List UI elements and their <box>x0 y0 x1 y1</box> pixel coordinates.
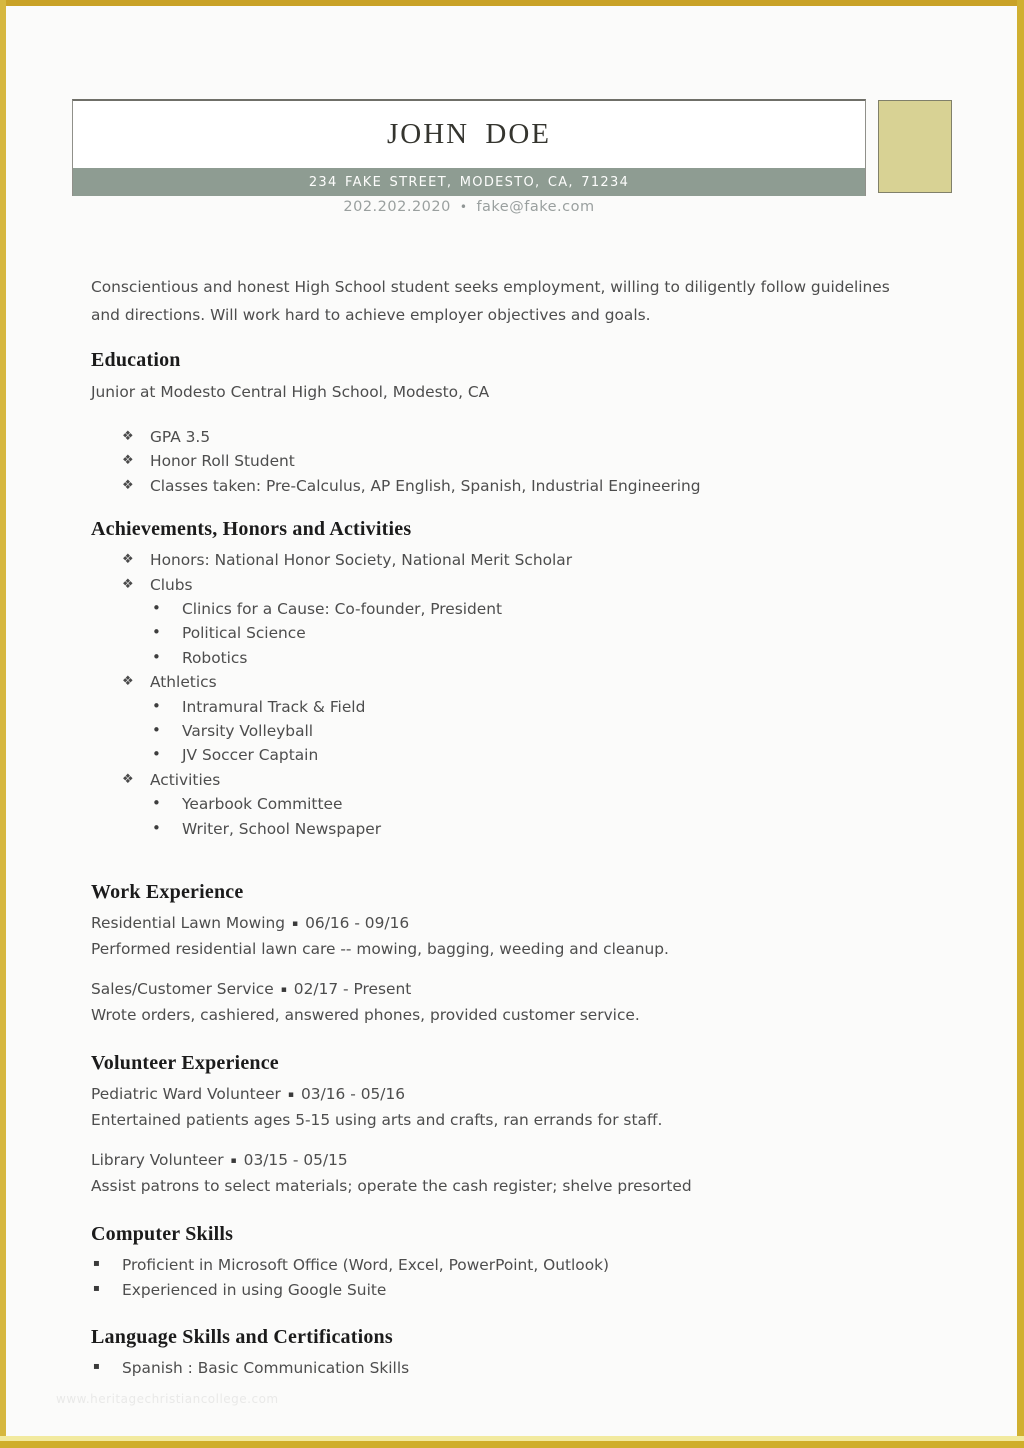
dot-bullet-icon: • <box>152 623 161 642</box>
computer-skills-heading: Computer Skills <box>91 1223 234 1246</box>
square-separator-icon: ▪ <box>280 985 287 996</box>
phone-number: 202.202.2020 <box>343 199 451 215</box>
candidate-name: JOHN DOE <box>387 118 551 150</box>
square-bullet-icon: ▪ <box>93 1360 100 1372</box>
page-border-bottom <box>0 1441 1024 1448</box>
bullet-text: Writer, School Newspaper <box>182 819 382 838</box>
skill-text: Experienced in using Google Suite <box>122 1280 387 1299</box>
accent-square <box>878 100 952 193</box>
section-computer-skills <box>91 1221 891 1302</box>
section-work-experience <box>91 879 891 1028</box>
square-bullet-icon: ▪ <box>93 1282 100 1294</box>
skill-text: Spanish : Basic Communication Skills <box>122 1358 410 1377</box>
job-title: Sales/Customer Service <box>91 980 274 999</box>
header-name-box <box>72 99 866 196</box>
watermark-text: www.heritagechristiancollege.com <box>56 1392 279 1406</box>
volunteer-heading: Volunteer Experience <box>91 1052 279 1075</box>
job-title-line <box>91 977 891 1003</box>
bullet-item <box>91 573 891 597</box>
job-description: Performed residential lawn care -- mowing, bagging, weeding and cleanup. <box>91 940 669 959</box>
address-bar: 234 FAKE STREET, MODESTO, CA, 71234 <box>73 168 865 196</box>
computer-skills-list <box>91 1253 891 1302</box>
volunteer-title: Pediatric Ward Volunteer <box>91 1085 281 1104</box>
bullet-item <box>91 768 891 792</box>
bullet-text: GPA 3.5 <box>150 428 211 446</box>
section-education <box>91 347 891 498</box>
section-volunteer-experience <box>91 1050 891 1199</box>
sub-bullet-item <box>91 743 891 767</box>
volunteer-title-line <box>91 1082 891 1108</box>
job-entry <box>91 977 891 1028</box>
bullet-item <box>91 449 891 473</box>
dot-bullet-icon: • <box>152 745 161 764</box>
sub-bullet-item <box>91 792 891 816</box>
bullet-text: Yearbook Committee <box>182 795 343 814</box>
dot-bullet-icon: • <box>152 647 161 666</box>
email-address: fake@fake.com <box>476 199 595 215</box>
diamond-bullet-icon: ❖ <box>122 576 134 592</box>
sub-bullet-item <box>91 646 891 670</box>
dot-separator-icon: • <box>459 200 468 214</box>
skill-text: Proficient in Microsoft Office (Word, Excel, PowerPoint, Outlook) <box>122 1256 610 1275</box>
volunteer-dates: 03/15 - 05/15 <box>243 1151 348 1170</box>
square-separator-icon: ▪ <box>230 1156 237 1167</box>
bullet-text: Honor Roll Student <box>150 452 295 471</box>
skill-item <box>91 1356 891 1380</box>
page-border-top <box>0 0 1024 6</box>
job-description: Wrote orders, cashiered, answered phones, provided customer service. <box>91 1006 640 1025</box>
dot-bullet-icon: • <box>152 794 161 813</box>
volunteer-entry <box>91 1148 891 1199</box>
bullet-text: Honors: National Honor Society, National Merit Scholar <box>150 551 573 570</box>
sub-bullet-item <box>91 597 891 621</box>
page-border-left <box>0 0 6 1448</box>
education-list <box>91 425 891 498</box>
contact-line <box>72 199 866 215</box>
bullet-text: Athletics <box>150 673 217 692</box>
bullet-item <box>91 425 891 449</box>
dot-bullet-icon: • <box>152 599 161 618</box>
work-heading: Work Experience <box>91 881 244 904</box>
volunteer-title-line <box>91 1148 891 1174</box>
dot-bullet-icon: • <box>152 721 161 740</box>
sub-bullet-item <box>91 719 891 743</box>
summary-paragraph: Conscientious and honest High School student seeks employment, willing to diligently follow guidelines and directions. Will work hard to achieve employer objectives and goals. <box>91 278 890 324</box>
dot-bullet-icon: • <box>152 818 161 837</box>
sub-bullet-item <box>91 695 891 719</box>
diamond-bullet-icon: ❖ <box>122 477 134 493</box>
achievements-heading: Achievements, Honors and Activities <box>91 518 412 541</box>
bullet-text: JV Soccer Captain <box>182 746 319 765</box>
square-separator-icon: ▪ <box>287 1090 294 1101</box>
bullet-text: Varsity Volleyball <box>182 722 314 741</box>
education-subtitle: Junior at Modesto Central High School, Modesto, CA <box>91 383 490 401</box>
resume-body <box>91 273 891 1380</box>
education-heading: Education <box>91 349 181 371</box>
job-title-line <box>91 911 891 937</box>
diamond-bullet-icon: ❖ <box>122 674 134 690</box>
job-dates: 06/16 - 09/16 <box>305 914 410 933</box>
square-separator-icon: ▪ <box>292 919 299 930</box>
bullet-item <box>91 474 891 498</box>
job-dates: 02/17 - Present <box>293 980 412 999</box>
diamond-bullet-icon: ❖ <box>122 771 134 787</box>
section-achievements <box>91 516 891 841</box>
skill-item <box>91 1278 891 1302</box>
diamond-bullet-icon: ❖ <box>122 453 134 469</box>
language-skills-list <box>91 1356 891 1380</box>
page-border-right <box>1017 0 1024 1448</box>
bullet-text: Clubs <box>150 575 193 594</box>
language-skills-heading: Language Skills and Certifications <box>91 1325 393 1348</box>
sub-bullet-item <box>91 817 891 841</box>
diamond-bullet-icon: ❖ <box>122 552 134 568</box>
bullet-text: Political Science <box>182 624 306 643</box>
job-title: Residential Lawn Mowing <box>91 914 285 933</box>
bullet-text: Robotics <box>182 648 248 667</box>
section-language-skills <box>91 1324 891 1380</box>
bullet-text: Intramural Track & Field <box>182 697 366 716</box>
volunteer-description: Assist patrons to select materials; operate the cash register; shelve presorted <box>91 1177 692 1196</box>
job-entry <box>91 911 891 962</box>
bullet-text: Clinics for a Cause: Co-founder, President <box>182 600 503 619</box>
diamond-bullet-icon: ❖ <box>122 429 134 444</box>
bullet-text: Activities <box>150 770 221 789</box>
bullet-item <box>91 548 891 572</box>
volunteer-description: Entertained patients ages 5-15 using arts and crafts, ran errands for staff. <box>91 1111 663 1130</box>
bullet-text: Classes taken: Pre-Calculus, AP English, Spanish, Industrial Engineering <box>150 476 701 495</box>
bullet-item <box>91 670 891 694</box>
volunteer-dates: 03/16 - 05/16 <box>301 1085 406 1104</box>
square-bullet-icon: ▪ <box>93 1258 100 1270</box>
volunteer-title: Library Volunteer <box>91 1151 224 1170</box>
achievements-list <box>91 548 891 841</box>
sub-bullet-item <box>91 621 891 645</box>
dot-bullet-icon: • <box>152 696 161 715</box>
skill-item <box>91 1253 891 1277</box>
volunteer-entry <box>91 1082 891 1133</box>
